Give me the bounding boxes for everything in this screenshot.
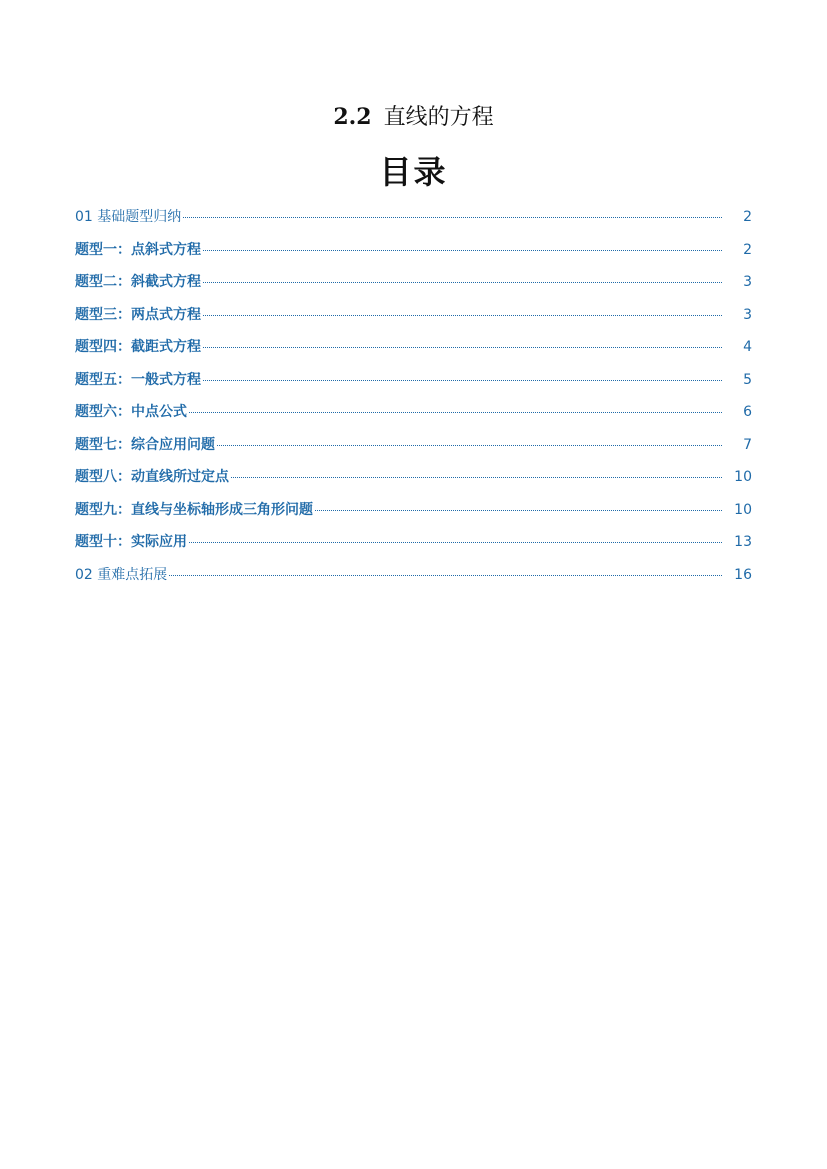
toc-entry-page: 7 <box>743 436 752 453</box>
toc-entry-label: 题型八：动直线所过定点 <box>75 469 229 485</box>
dot-leader <box>189 541 722 543</box>
toc-heading: 目录 <box>379 153 448 191</box>
toc-entry-label: 题型三：两点式方程 <box>75 306 201 323</box>
dot-leader <box>315 509 722 511</box>
toc-entry-page: 3 <box>743 306 752 323</box>
dot-leader <box>169 574 722 576</box>
title-text: 直线的方程 <box>383 105 494 130</box>
toc-entry-type-5[interactable] <box>75 369 752 402</box>
toc-entry-type-8[interactable] <box>75 466 752 499</box>
toc-entry-page: 16 <box>734 566 752 583</box>
toc-entry-page: 2 <box>743 209 752 225</box>
toc-entry-type-9[interactable] <box>75 499 752 532</box>
toc-entry-label: 02 重难点拓展 <box>75 566 168 583</box>
toc-entry-label: 题型五：一般式方程 <box>75 371 201 388</box>
dot-leader <box>183 216 722 218</box>
dot-leader <box>203 379 722 381</box>
toc-entry-label: 题型六：中点公式 <box>75 404 187 420</box>
toc-entry-type-4[interactable] <box>75 336 752 369</box>
toc-entry-label: 01 基础题型归纳 <box>75 209 182 225</box>
toc-entry-page: 10 <box>734 469 752 485</box>
toc-entry-type-7[interactable] <box>75 434 752 467</box>
toc-entry-label: 题型七：综合应用问题 <box>75 436 215 453</box>
dot-leader <box>203 346 722 348</box>
toc-entry-type-6[interactable] <box>75 401 752 434</box>
toc-entry-label: 题型十：实际应用 <box>75 534 187 550</box>
toc-entry-page: 13 <box>734 534 752 550</box>
toc-entry-page: 2 <box>743 241 752 258</box>
toc-entry-advanced-topics[interactable] <box>75 564 752 597</box>
toc-entry-label: 题型四：截距式方程 <box>75 339 201 355</box>
toc-entry-page: 4 <box>743 339 752 355</box>
dot-leader <box>203 281 722 283</box>
toc-entry-page: 5 <box>743 371 752 388</box>
toc-entry-type-1[interactable] <box>75 239 752 272</box>
toc-entry-type-2[interactable] <box>75 271 752 304</box>
toc-entry-basic-problems[interactable] <box>75 206 752 239</box>
toc-entry-page: 10 <box>734 501 752 518</box>
document-title <box>0 100 827 131</box>
toc-entry-type-3[interactable] <box>75 304 752 337</box>
dot-leader <box>217 444 722 446</box>
dot-leader <box>189 411 722 413</box>
dot-leader <box>203 314 722 316</box>
toc-entry-label: 题型一：点斜式方程 <box>75 241 201 258</box>
toc-entry-page: 3 <box>743 274 752 290</box>
toc-entry-label: 题型二：斜截式方程 <box>75 274 201 290</box>
toc-entry-page: 6 <box>743 404 752 420</box>
table-of-contents <box>75 206 752 596</box>
toc-entry-type-10[interactable] <box>75 531 752 564</box>
toc-entry-label: 题型九：直线与坐标轴形成三角形问题 <box>75 501 313 518</box>
dot-leader <box>231 476 722 478</box>
dot-leader <box>203 249 722 251</box>
section-number: 2.2 <box>333 104 372 130</box>
